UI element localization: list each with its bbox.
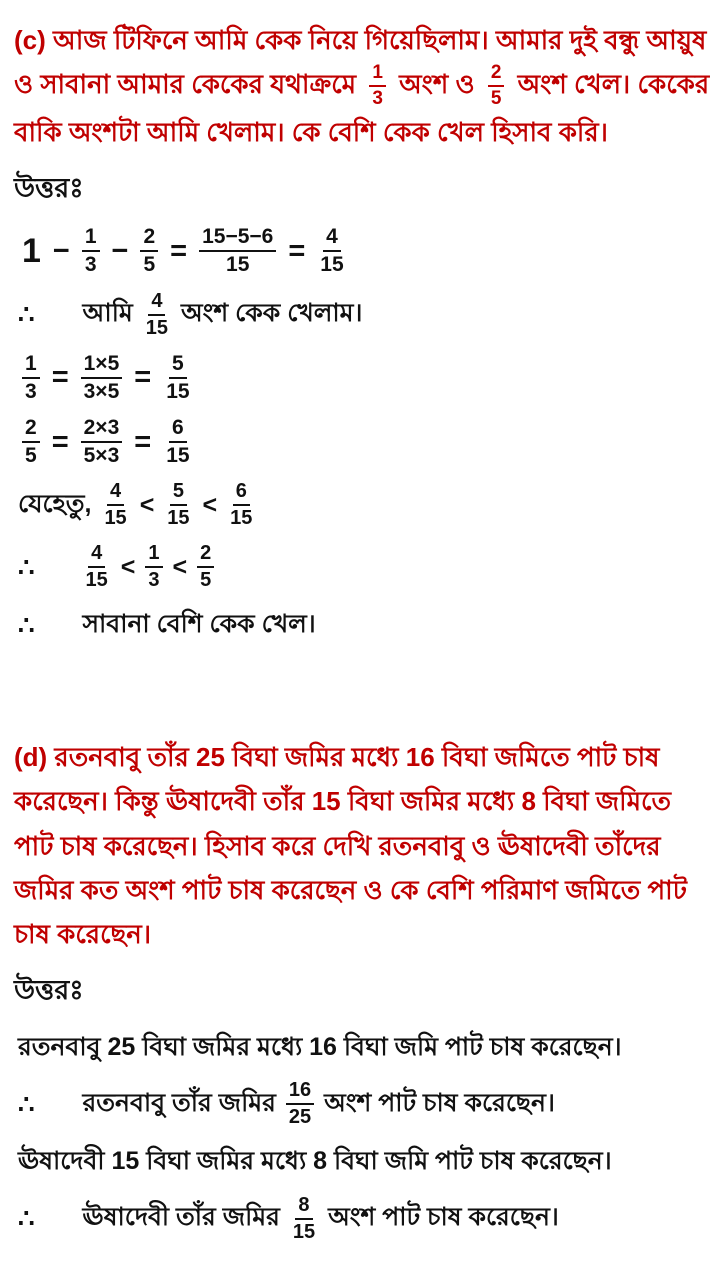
frac-den: 3 [84, 253, 97, 277]
minus-operator: − [111, 234, 129, 267]
frac-num: 6 [233, 480, 250, 506]
fraction-15-5-6-over-15 [199, 225, 276, 277]
therefore-symbol: ∴ [18, 1203, 35, 1234]
usha-statement-line: ঊষাদেবী 15 বিঘা জমির মধ্যে 8 বিঘা জমি পাট চাষ করেছেন। [18, 1147, 612, 1176]
equals-operator: = [170, 234, 188, 267]
answer-label-d: উত্তরঃ [14, 975, 84, 1006]
frac-den: 15 [230, 507, 253, 530]
since-label: যেহেতু, [18, 489, 92, 518]
fraction-four-fifteenths [101, 480, 129, 530]
frac-den: 3 [372, 88, 383, 110]
ratan-fraction-line [18, 1079, 714, 1129]
frac-num: 1 [369, 62, 386, 87]
fraction-one-third [22, 352, 40, 404]
fraction-four-fifteenths [317, 225, 346, 277]
frac-num: 1×5 [81, 352, 123, 379]
fraction-sixteen-twentyfifths [286, 1079, 314, 1129]
fraction-six-fifteenths [163, 416, 192, 468]
question-c-text-c: অংশ খেল। কেকের বাকি অংশটা আমি খেলাম। কে বেশি কেক খেল হিসাব করি। [14, 69, 710, 148]
therefore-symbol: ∴ [18, 1088, 35, 1119]
fraction-one-third [145, 542, 162, 592]
frac-den: 15 [85, 569, 108, 592]
fraction-four-fifteenths [143, 290, 171, 340]
frac-num: 8 [295, 1194, 312, 1220]
frac-den: 3 [25, 379, 37, 403]
usha-fraction-line [18, 1194, 714, 1244]
minus-operator: − [52, 234, 70, 267]
fraction-one-third [82, 225, 100, 277]
frac-den: 15 [166, 379, 190, 403]
equivalent-fraction-line-1 [22, 352, 714, 404]
fraction-1x5-over-3x5 [81, 352, 123, 404]
frac-den: 15 [104, 507, 127, 530]
since-comparison-line [18, 480, 714, 530]
fraction-five-fifteenths [164, 480, 192, 530]
frac-den: 3 [148, 569, 160, 592]
fraction-2x3-over-5x3 [81, 416, 123, 468]
fraction-four-fifteenths [83, 542, 111, 592]
question-c-text-b: অংশ ও [399, 69, 475, 100]
frac-den: 5 [490, 88, 502, 110]
less-than-operator: < [139, 490, 155, 519]
frac-num: 6 [169, 416, 187, 443]
frac-num: 4 [148, 290, 165, 316]
frac-num: 4 [323, 225, 341, 252]
frac-num: 4 [88, 542, 105, 568]
therefore-symbol: ∴ [18, 551, 35, 582]
frac-num: 1 [22, 352, 40, 379]
therefore-symbol: ∴ [18, 299, 35, 330]
equals-operator: = [51, 361, 69, 394]
frac-den: 15 [167, 507, 190, 530]
frac-den: 25 [288, 1106, 312, 1129]
frac-num: 2 [197, 542, 214, 568]
fraction-two-fifths [140, 225, 158, 277]
usha-frac-text-pre: ঊষাদেবী তাঁর জমির [82, 1203, 280, 1232]
frac-den: 5 [200, 569, 212, 592]
frac-den: 15 [292, 1220, 316, 1243]
ratan-frac-text-post: অংশ পাট চাষ করেছেন। [324, 1088, 555, 1117]
ratan-statement-line: রতনবাবু 25 বিঘা জমির মধ্যে 16 বিঘা জমি পাট চাষ করেছেন। [18, 1033, 622, 1062]
conclusion-line-c [18, 604, 714, 647]
answer-label-c: উত্তরঃ [14, 173, 84, 204]
frac-num: 5 [170, 480, 187, 506]
frac-num: 15−5−6 [199, 225, 276, 252]
less-than-operator: < [172, 552, 188, 581]
question-d: (d) রতনবাবু তাঁর 25 বিঘা জমির মধ্যে 16 বিঘা জমিতে পাট চাষ করেছেন। কিন্তু ঊষাদেবী তাঁর 15 বিঘা জমির মধ্যে 8 বিঘা জমিতে পাট চাষ করেছেন। হিসাব করে দেখি রতনবাবু ও ঊষাদেবী তাঁদের জমির কত অংশ পাট চাষ করেছেন ও কে বেশি পরিমাণ জমিতে পাট চাষ করেছেন। [14, 742, 687, 949]
frac-num: 16 [286, 1079, 314, 1105]
frac-den: 5 [143, 253, 156, 277]
frac-den: 15 [226, 253, 250, 277]
subtraction-calc-line [22, 225, 714, 277]
i-ate-text-post: অংশ কেক খেলাম। [181, 299, 363, 328]
ratan-frac-text-pre: রতনবাবু তাঁর জমির [82, 1088, 276, 1117]
equals-operator: = [51, 425, 69, 458]
frac-num: 2 [22, 416, 40, 443]
i-ate-line [18, 290, 714, 340]
i-ate-text-pre: আমি [82, 299, 133, 328]
frac-den: 15 [320, 253, 344, 277]
frac-den: 5 [25, 444, 37, 468]
frac-num: 1 [82, 225, 100, 252]
conclusion-text-c: সাবানা বেশি কেক খেল। [82, 610, 316, 639]
less-than-operator: < [120, 552, 136, 581]
frac-num: 1 [145, 542, 162, 568]
frac-num: 5 [169, 352, 187, 379]
equals-operator: = [134, 361, 152, 394]
frac-den: 5×3 [83, 444, 120, 468]
question-c-text-a: (c) আজ টিফিনে আমি কেক নিয়ে গিয়েছিলাম। আমার দুই বন্ধু আয়ুষ ও সাবানা আমার কেকের যথাক্রমে [14, 25, 707, 100]
fraction-eight-fifteenths [290, 1194, 318, 1244]
fraction-two-fifths [22, 416, 40, 468]
number-one: 1 [22, 231, 41, 270]
frac-den: 3×5 [83, 379, 120, 403]
frac-num: 2×3 [81, 416, 123, 443]
fraction-one-third [369, 62, 386, 110]
therefore-symbol: ∴ [18, 610, 35, 641]
question-c [14, 18, 714, 154]
equals-operator: = [134, 425, 152, 458]
equivalent-fraction-line-2 [22, 416, 714, 468]
fraction-six-fifteenths [227, 480, 255, 530]
equals-operator: = [288, 234, 306, 267]
fraction-two-fifths [197, 542, 214, 592]
frac-num: 2 [488, 62, 505, 87]
frac-num: 4 [107, 480, 124, 506]
therefore-comparison-line [18, 542, 714, 592]
frac-num: 2 [140, 225, 158, 252]
usha-frac-text-post: অংশ পাট চাষ করেছেন। [328, 1203, 559, 1232]
fraction-two-fifths [488, 62, 505, 110]
frac-den: 15 [145, 316, 168, 339]
less-than-operator: < [202, 490, 218, 519]
frac-den: 15 [166, 444, 190, 468]
fraction-five-fifteenths [163, 352, 192, 404]
